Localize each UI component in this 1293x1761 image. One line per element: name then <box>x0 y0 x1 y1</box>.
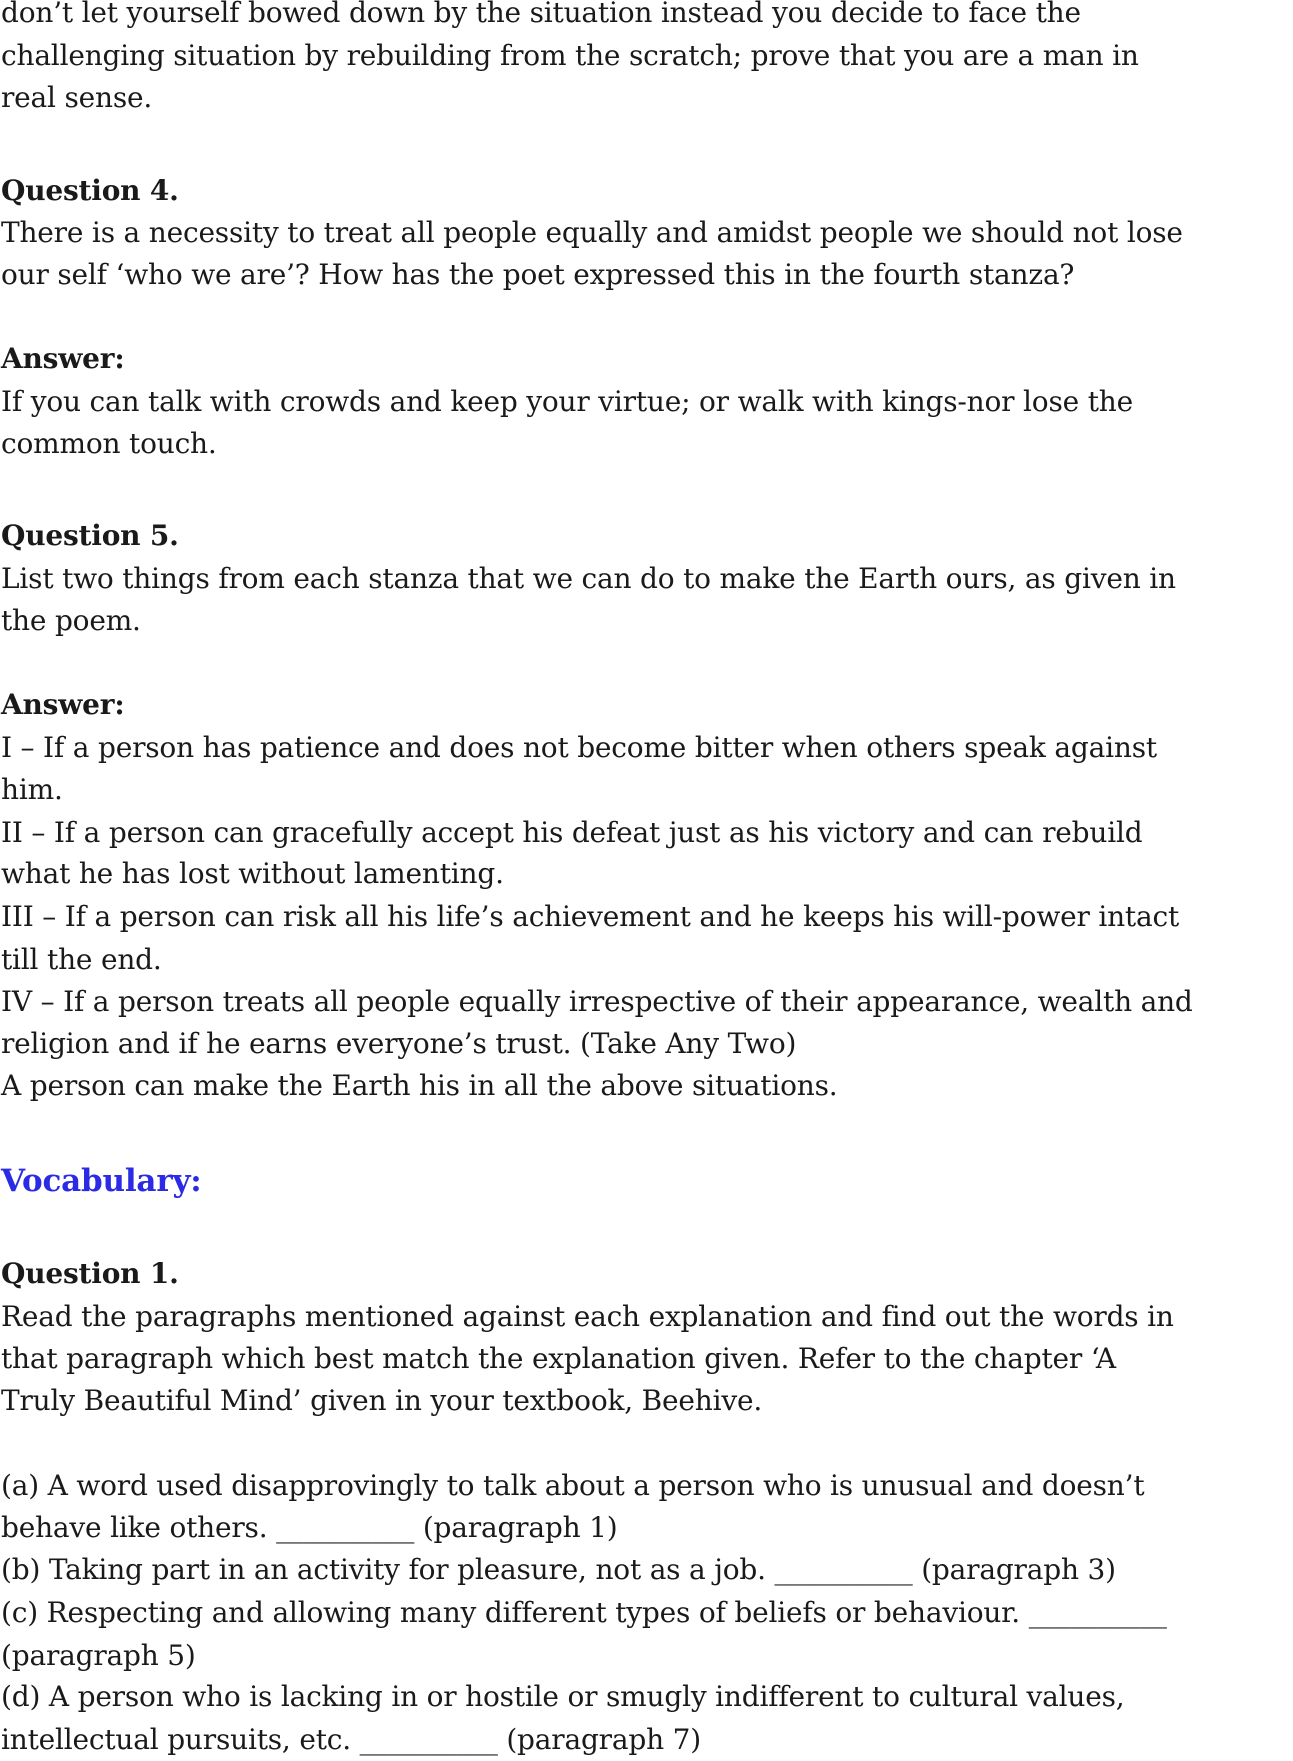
vocab-item: behave like others. __________ (paragraph 1) <box>1 1511 618 1544</box>
vocabulary-heading: Vocabulary: <box>1 1163 202 1199</box>
answer-5-text: him. <box>1 773 63 806</box>
vocab-question-1-text: Read the paragraphs mentioned against each explanation and find out the words in <box>1 1300 1174 1333</box>
answer-4-text: common touch. <box>1 427 217 460</box>
answer-5-heading: Answer: <box>1 688 125 721</box>
answer-5-text: A person can make the Earth his in all the above situations. <box>1 1069 838 1102</box>
vocab-item: (c) Respecting and allowing many different types of beliefs or behaviour. __________ <box>1 1596 1167 1629</box>
intro-line: real sense. <box>1 81 153 114</box>
question-5-text: the poem. <box>1 604 141 637</box>
vocab-item: (a) A word used disapprovingly to talk about a person who is unusual and doesn’t <box>1 1469 1145 1502</box>
answer-4-text: If you can talk with crowds and keep your virtue; or walk with kings-nor lose the <box>1 385 1133 418</box>
answer-5-text: what he has lost without lamenting. <box>1 857 504 890</box>
question-5-text: List two things from each stanza that we can do to make the Earth ours, as given in <box>1 562 1176 595</box>
vocab-question-1-heading: Question 1. <box>1 1257 179 1290</box>
intro-line: challenging situation by rebuilding from the scratch; prove that you are a man in <box>1 39 1139 72</box>
intro-line: don’t let yourself bowed down by the situation instead you decide to face the <box>1 0 1081 29</box>
vocab-item: (paragraph 5) <box>1 1639 196 1672</box>
answer-5-text: till the end. <box>1 943 162 976</box>
question-4-heading: Question 4. <box>1 174 179 207</box>
answer-5-text: III – If a person can risk all his life’s achievement and he keeps his will-power intact <box>1 900 1180 933</box>
answer-5-text: I – If a person has patience and does not become bitter when others speak against <box>1 731 1157 764</box>
question-5-heading: Question 5. <box>1 519 179 552</box>
question-4-text: our self ‘who we are’? How has the poet expressed this in the fourth stanza? <box>1 258 1075 291</box>
answer-5-text: IV – If a person treats all people equally irrespective of their appearance, wealth and <box>1 985 1193 1018</box>
vocab-item: (b) Taking part in an activity for pleasure, not as a job. __________ (paragraph 3) <box>1 1553 1116 1586</box>
answer-5-text: II – If a person can gracefully accept his defeat just as his victory and can rebuild <box>1 816 1143 849</box>
vocab-item: (d) A person who is lacking in or hostile or smugly indifferent to cultural values, <box>1 1680 1125 1713</box>
vocab-question-1-text: Truly Beautiful Mind’ given in your textbook, Beehive. <box>1 1384 763 1417</box>
answer-5-text: religion and if he earns everyone’s trust. (Take Any Two) <box>1 1027 797 1060</box>
answer-4-heading: Answer: <box>1 342 125 375</box>
question-4-text: There is a necessity to treat all people equally and amidst people we should not lose <box>1 216 1183 249</box>
vocab-question-1-text: that paragraph which best match the explanation given. Refer to the chapter ‘A <box>1 1342 1116 1375</box>
vocab-item: intellectual pursuits, etc. __________ (paragraph 7) <box>1 1723 701 1756</box>
